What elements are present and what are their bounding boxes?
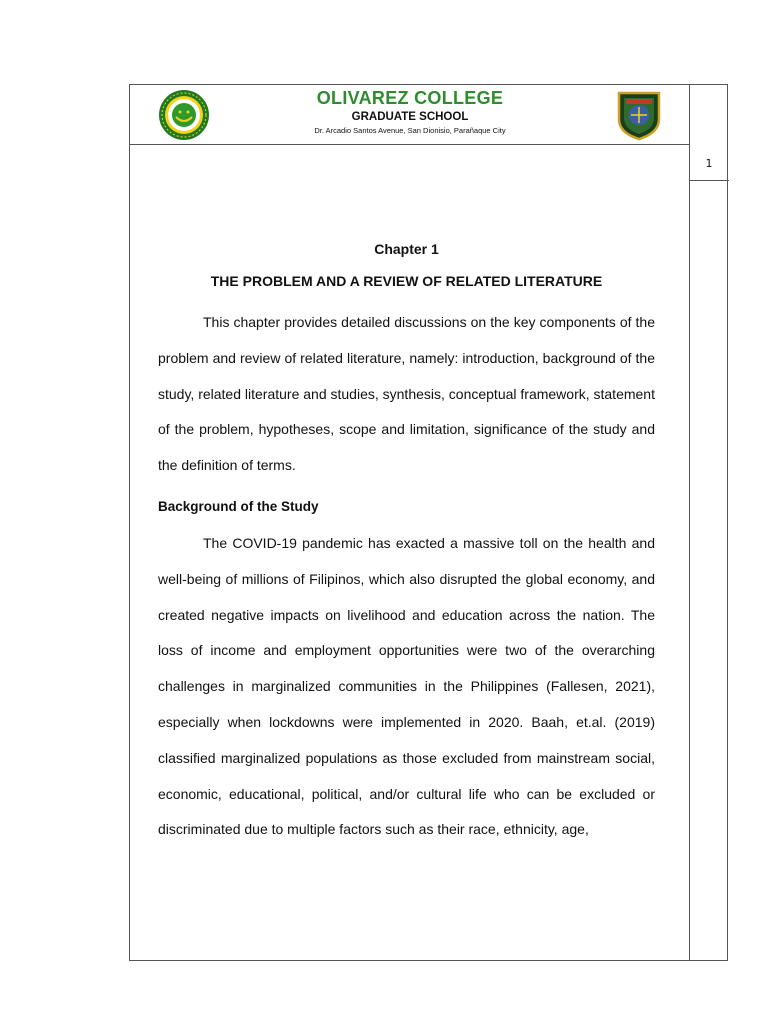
- page-number-divider: [689, 180, 729, 181]
- graduate-school-crest-icon: [616, 89, 662, 141]
- right-column-divider: [689, 85, 690, 960]
- header-divider: [130, 144, 690, 145]
- chapter-intro-paragraph: This chapter provides detailed discussions on the key components of the problem and review of related literature, namely: introduction, background of the study, related literature and studies, synthesis, conceptual framework, statement of the problem, hypotheses, scope and limitation, significance of the study and the definition of terms.: [158, 314, 655, 474]
- background-paragraph: The COVID-19 pandemic has exacted a massive toll on the health and well-being of millions of Filipinos, which also disrupted the global economy, and created negative impacts on livelihood and education across the nation. The loss of income and employment opportunities were two of the overarching challenges in marginalized communities in the Philippines (Fallesen, 2021), especially when lockdowns were implemented in 2020. Baah, et.al. (2019) classified marginalized populations as those excluded from mainstream social, economic, educational, political, and/or cultural life who can be excluded or discriminated due to multiple factors such as their race, ethnicity, age,: [158, 534, 655, 838]
- chapter-label: Chapter 1: [374, 241, 439, 257]
- chapter-title: THE PROBLEM AND A REVIEW OF RELATED LITERATURE: [210, 273, 603, 289]
- page-number: 1: [705, 157, 713, 170]
- section-heading: Background of the Study: [158, 498, 319, 514]
- college-address: Dr. Arcadio Santos Avenue, San Dionisio, Parañaque City: [314, 126, 506, 135]
- school-name: GRADUATE SCHOOL: [351, 111, 469, 123]
- document-body: [158, 236, 655, 848]
- college-name: OLIVAREZ COLLEGE: [316, 88, 504, 108]
